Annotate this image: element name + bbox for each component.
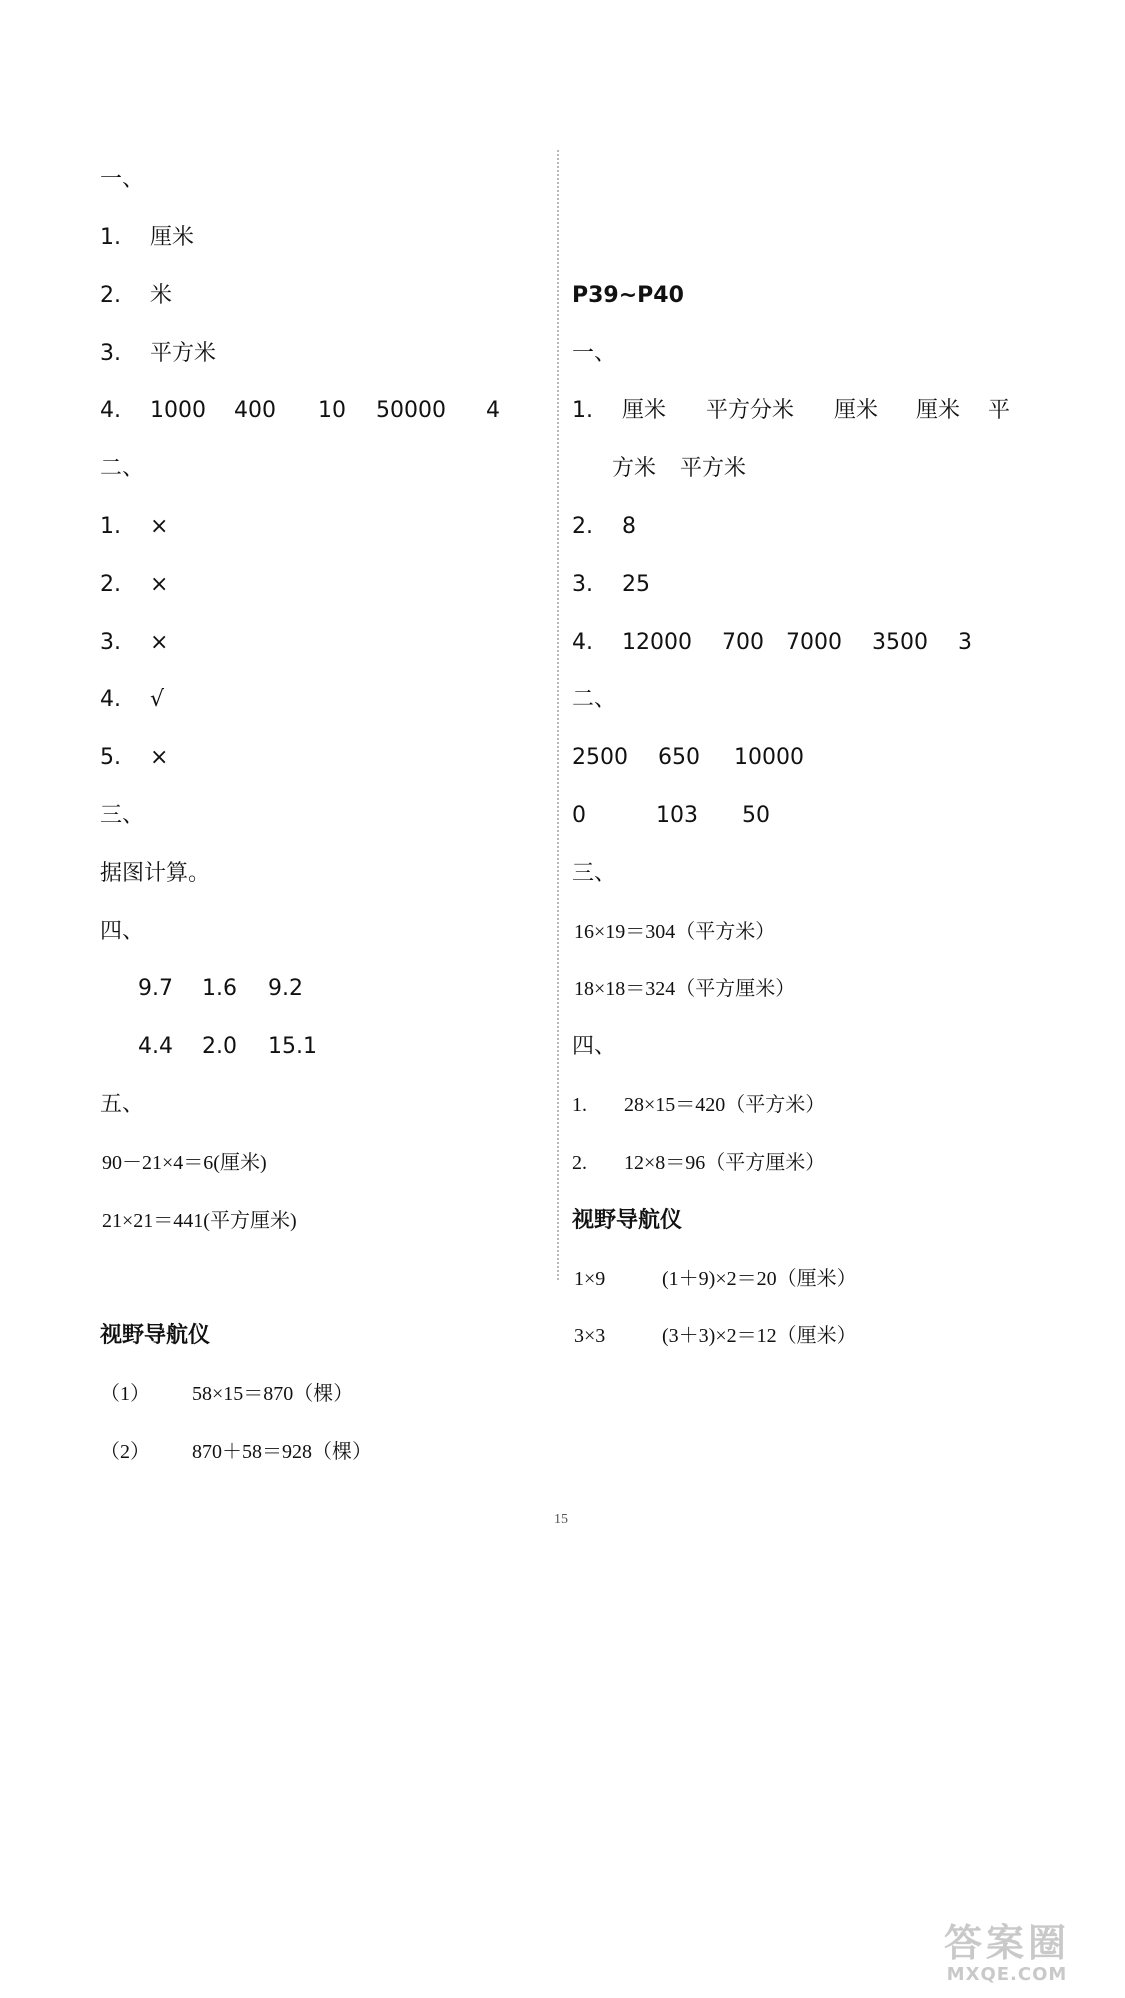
answer-line: 0 103 50: [572, 803, 770, 828]
answer-line: 3. 25: [572, 572, 650, 597]
answer-line: 5. ×: [100, 745, 169, 770]
site-watermark: [907, 1922, 1107, 1992]
equation: 1. 28×15＝420（平方米）: [572, 1094, 826, 1116]
section-heading-4: 四、: [100, 919, 145, 944]
equation: （1） 58×15＝870（棵）: [100, 1383, 354, 1405]
answer-line-continued: 方米 平方米: [612, 456, 747, 481]
answer-line: 2. ×: [100, 572, 169, 597]
watermark-url: MXQE.COM: [946, 1964, 1068, 1985]
answer-line: 4.4 2.0 15.1: [138, 1034, 317, 1059]
page-range-title: P39~P40: [572, 283, 684, 308]
equation: 16×19＝304（平方米）: [574, 921, 776, 943]
nav-title: 视野导航仪: [100, 1323, 211, 1348]
answer-text: 据图计算。: [100, 861, 211, 886]
equation: 90－21×4＝6(厘米): [102, 1152, 267, 1174]
watermark-logo-text: 答案圈: [943, 1921, 1070, 1965]
page-number: 15: [554, 1512, 568, 1527]
section-heading-2: 二、: [100, 456, 145, 481]
section-heading-2: 二、: [572, 687, 617, 712]
answer-line: 2500 650 10000: [572, 745, 804, 770]
equation: 3×3 (3＋3)×2＝12（厘米）: [574, 1325, 857, 1347]
answer-line: 4. 12000 700 7000 3500 3: [572, 630, 972, 655]
section-heading-5: 五、: [100, 1092, 145, 1117]
answer-line: 3. ×: [100, 630, 169, 655]
section-heading-4: 四、: [572, 1034, 617, 1059]
nav-title: 视野导航仪: [572, 1208, 683, 1233]
answer-line: 9.7 1.6 9.2: [138, 976, 303, 1001]
equation: 21×21＝441(平方厘米): [102, 1210, 297, 1232]
section-heading-3: 三、: [572, 861, 617, 886]
equation: 18×18＝324（平方厘米）: [574, 978, 796, 1000]
answer-line: 2. 米: [100, 283, 173, 308]
answer-line: 4. √: [100, 687, 165, 712]
section-heading-1: 一、: [100, 167, 145, 192]
section-heading-1: 一、: [572, 341, 617, 366]
answer-line: 4. 1000 400 10 50000 4: [100, 398, 500, 423]
answer-line: 1. 厘米: [100, 225, 195, 250]
equation: 1×9 (1＋9)×2＝20（厘米）: [574, 1268, 857, 1290]
answer-line: 1. 厘米 平方分米 厘米 厘米 平: [572, 398, 1011, 423]
equation: （2） 870＋58＝928（棵）: [100, 1441, 372, 1463]
section-heading-3: 三、: [100, 803, 145, 828]
answer-line: 1. ×: [100, 514, 169, 539]
equation: 2. 12×8＝96（平方厘米）: [572, 1152, 826, 1174]
column-divider: [557, 150, 559, 1280]
answer-line: 3. 平方米: [100, 341, 217, 366]
answer-line: 2. 8: [572, 514, 636, 539]
